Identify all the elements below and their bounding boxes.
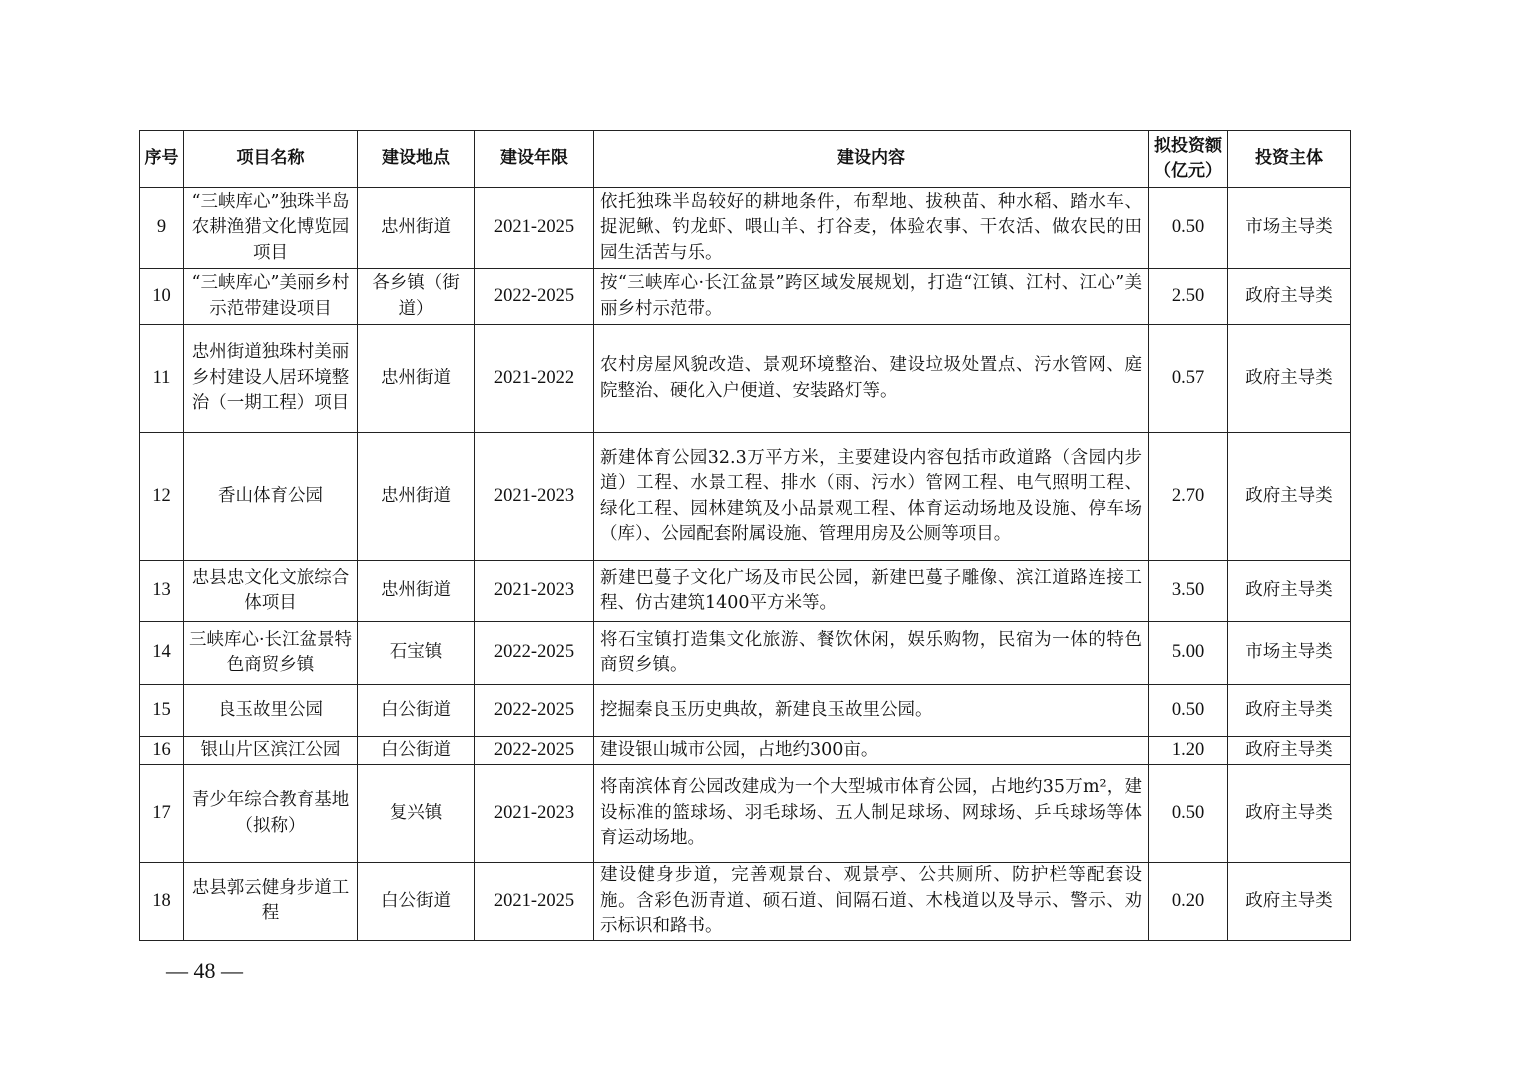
- header-content: 建设内容: [594, 131, 1149, 188]
- table-row: [140, 269, 1351, 325]
- cell-content: 新建体育公园32.3万平方米，主要建设内容包括市政道路（含园内步道）工程、水景工程、排水（雨、污水）管网工程、电气照明工程、绿化工程、园林建筑及小品景观工程、体育运动场地及设施、停车场（库）、公园配套附属设施、管理用房及公厕等项目。: [594, 433, 1149, 561]
- cell-name: 良玉故里公园: [184, 685, 358, 737]
- cell-amount: 0.50: [1149, 765, 1228, 863]
- header-name: 项目名称: [184, 131, 358, 188]
- cell-investor: 政府主导类: [1228, 269, 1351, 325]
- cell-content: 按“三峡库心·长江盆景”跨区域发展规划，打造“江镇、江村、江心”美丽乡村示范带。: [594, 269, 1149, 325]
- cell-period: 2021-2023: [475, 433, 594, 561]
- header-amount: 拟投资额（亿元）: [1149, 131, 1228, 188]
- table-header-row: [140, 131, 1351, 188]
- cell-seq: 9: [140, 188, 184, 269]
- cell-location: 白公街道: [358, 863, 475, 941]
- table-row: [140, 325, 1351, 433]
- cell-period: 2021-2023: [475, 765, 594, 863]
- table-row: [140, 561, 1351, 622]
- cell-amount: 3.50: [1149, 561, 1228, 622]
- cell-location: 复兴镇: [358, 765, 475, 863]
- cell-content: 依托独珠半岛较好的耕地条件，布犁地、拔秧苗、种水稻、踏水车、捉泥鳅、钓龙虾、喂山羊、打谷麦，体验农事、干农活、做农民的田园生活苦与乐。: [594, 188, 1149, 269]
- cell-period: 2021-2025: [475, 863, 594, 941]
- cell-name: 忠县忠文化文旅综合体项目: [184, 561, 358, 622]
- cell-location: 忠州街道: [358, 188, 475, 269]
- cell-amount: 2.70: [1149, 433, 1228, 561]
- cell-location: 石宝镇: [358, 622, 475, 685]
- project-table: [139, 130, 1351, 941]
- table-row: [140, 188, 1351, 269]
- cell-location: 各乡镇（街道）: [358, 269, 475, 325]
- cell-seq: 11: [140, 325, 184, 433]
- cell-investor: 政府主导类: [1228, 737, 1351, 765]
- table-row: [140, 622, 1351, 685]
- cell-content: 新建巴蔓子文化广场及市民公园，新建巴蔓子雕像、滨江道路连接工程、仿古建筑1400平方米等。: [594, 561, 1149, 622]
- cell-name: 青少年综合教育基地（拟称）: [184, 765, 358, 863]
- cell-seq: 17: [140, 765, 184, 863]
- cell-investor: 政府主导类: [1228, 863, 1351, 941]
- cell-seq: 10: [140, 269, 184, 325]
- cell-name: 三峡库心·长江盆景特色商贸乡镇: [184, 622, 358, 685]
- cell-period: 2021-2023: [475, 561, 594, 622]
- cell-seq: 14: [140, 622, 184, 685]
- table-row: [140, 765, 1351, 863]
- cell-investor: 政府主导类: [1228, 433, 1351, 561]
- cell-content: 挖掘秦良玉历史典故，新建良玉故里公园。: [594, 685, 1149, 737]
- cell-location: 白公街道: [358, 685, 475, 737]
- cell-seq: 18: [140, 863, 184, 941]
- cell-seq: 12: [140, 433, 184, 561]
- header-investor: 投资主体: [1228, 131, 1351, 188]
- cell-seq: 15: [140, 685, 184, 737]
- cell-seq: 16: [140, 737, 184, 765]
- cell-content: 将石宝镇打造集文化旅游、餐饮休闲，娱乐购物，民宿为一体的特色商贸乡镇。: [594, 622, 1149, 685]
- cell-name: 银山片区滨江公园: [184, 737, 358, 765]
- cell-location: 白公街道: [358, 737, 475, 765]
- cell-name: “三峡库心”独珠半岛农耕渔猎文化博览园项目: [184, 188, 358, 269]
- cell-name: 忠县郭云健身步道工程: [184, 863, 358, 941]
- cell-name: “三峡库心”美丽乡村示范带建设项目: [184, 269, 358, 325]
- cell-content: 农村房屋风貌改造、景观环境整治、建设垃圾处置点、污水管网、庭院整治、硬化入户便道、安装路灯等。: [594, 325, 1149, 433]
- cell-period: 2021-2022: [475, 325, 594, 433]
- cell-amount: 0.57: [1149, 325, 1228, 433]
- table-row: [140, 737, 1351, 765]
- header-seq: 序号: [140, 131, 184, 188]
- cell-name: 忠州街道独珠村美丽乡村建设人居环境整治（一期工程）项目: [184, 325, 358, 433]
- cell-amount: 5.00: [1149, 622, 1228, 685]
- cell-amount: 2.50: [1149, 269, 1228, 325]
- table-row: [140, 685, 1351, 737]
- cell-period: 2022-2025: [475, 269, 594, 325]
- cell-content: 建设银山城市公园，占地约300亩。: [594, 737, 1149, 765]
- cell-investor: 政府主导类: [1228, 685, 1351, 737]
- header-period: 建设年限: [475, 131, 594, 188]
- cell-content: 将南滨体育公园改建成为一个大型城市体育公园，占地约35万m²，建设标准的篮球场、羽毛球场、五人制足球场、网球场、乒乓球场等体育运动场地。: [594, 765, 1149, 863]
- cell-period: 2022-2025: [475, 622, 594, 685]
- cell-investor: 市场主导类: [1228, 188, 1351, 269]
- cell-period: 2022-2025: [475, 685, 594, 737]
- cell-content: 建设健身步道，完善观景台、观景亭、公共厕所、防护栏等配套设施。含彩色沥青道、硕石道、间隔石道、木栈道以及导示、警示、劝示标识和路书。: [594, 863, 1149, 941]
- cell-investor: 政府主导类: [1228, 325, 1351, 433]
- cell-location: 忠州街道: [358, 325, 475, 433]
- page-number: — 48 —: [166, 958, 243, 983]
- cell-amount: 0.50: [1149, 685, 1228, 737]
- table-row: [140, 863, 1351, 941]
- cell-location: 忠州街道: [358, 561, 475, 622]
- cell-amount: 0.50: [1149, 188, 1228, 269]
- cell-investor: 政府主导类: [1228, 561, 1351, 622]
- cell-amount: 0.20: [1149, 863, 1228, 941]
- cell-investor: 政府主导类: [1228, 765, 1351, 863]
- cell-location: 忠州街道: [358, 433, 475, 561]
- cell-amount: 1.20: [1149, 737, 1228, 765]
- cell-period: 2022-2025: [475, 737, 594, 765]
- cell-investor: 市场主导类: [1228, 622, 1351, 685]
- cell-seq: 13: [140, 561, 184, 622]
- cell-period: 2021-2025: [475, 188, 594, 269]
- table-row: [140, 433, 1351, 561]
- header-location: 建设地点: [358, 131, 475, 188]
- cell-name: 香山体育公园: [184, 433, 358, 561]
